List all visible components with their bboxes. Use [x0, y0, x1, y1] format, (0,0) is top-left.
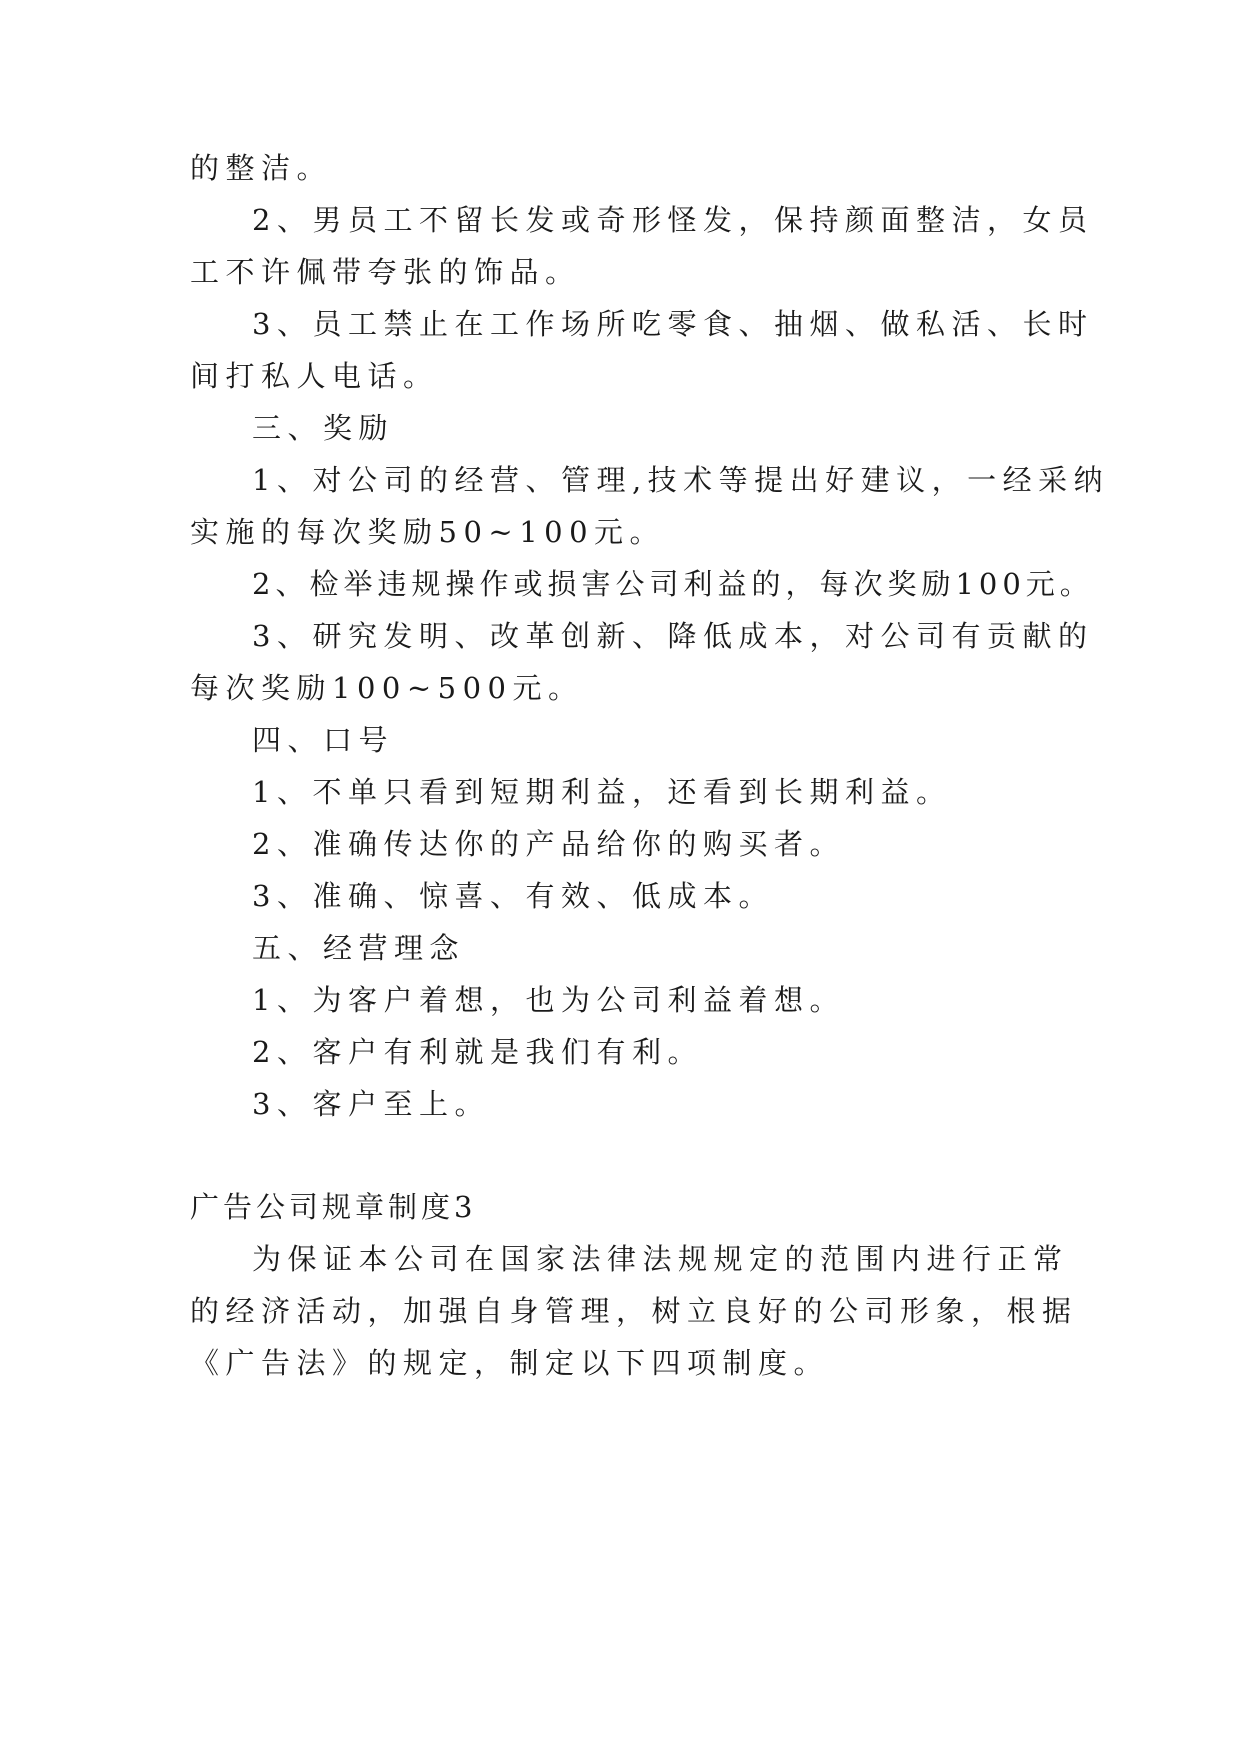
paragraph-line: 2、客户有利就是我们有利。	[252, 1035, 703, 1069]
paragraph-line: 2、男员工不留长发或奇形怪发，保持颜面整洁，女员	[252, 203, 1094, 237]
paragraph-line: 1、对公司的经营、管理,技术等提出好建议，一经采纳	[252, 463, 1110, 497]
section-heading: 四、口号	[252, 723, 395, 757]
paragraph-line: 的整洁。	[190, 151, 333, 185]
section-heading: 五、经营理念	[252, 931, 466, 965]
section-heading: 三、奖励	[252, 411, 395, 445]
paragraph-line: 《广告法》的规定，制定以下四项制度。	[190, 1346, 830, 1380]
paragraph-line: 为保证本公司在国家法律法规规定的范围内进行正常	[252, 1242, 1069, 1276]
paragraph-line: 每次奖励100~500元。	[190, 671, 584, 705]
paragraph-line: 3、员工禁止在工作场所吃零食、抽烟、做私活、长时	[252, 307, 1094, 341]
paragraph-line: 的经济活动，加强自身管理，树立良好的公司形象，根据	[190, 1294, 1078, 1328]
paragraph-line: 3、客户至上。	[252, 1087, 490, 1121]
paragraph-line: 工不许佩带夸张的饰品。	[190, 255, 581, 289]
paragraph-line: 2、检举违规操作或损害公司利益的，每次奖励100元。	[252, 567, 1094, 601]
paragraph-line: 1、为客户着想，也为公司利益着想。	[252, 983, 845, 1017]
paragraph-line: 间打私人电话。	[190, 359, 439, 393]
paragraph-line: 3、研究发明、改革创新、降低成本，对公司有贡献的	[252, 619, 1094, 653]
paragraph-line: 实施的每次奖励50~100元。	[190, 515, 666, 549]
paragraph-line: 3、准确、惊喜、有效、低成本。	[252, 879, 774, 913]
document-section-title: 广告公司规章制度3	[190, 1190, 477, 1224]
paragraph-line: 1、不单只看到短期利益，还看到长期利益。	[252, 775, 952, 809]
paragraph-line: 2、准确传达你的产品给你的购买者。	[252, 827, 845, 861]
